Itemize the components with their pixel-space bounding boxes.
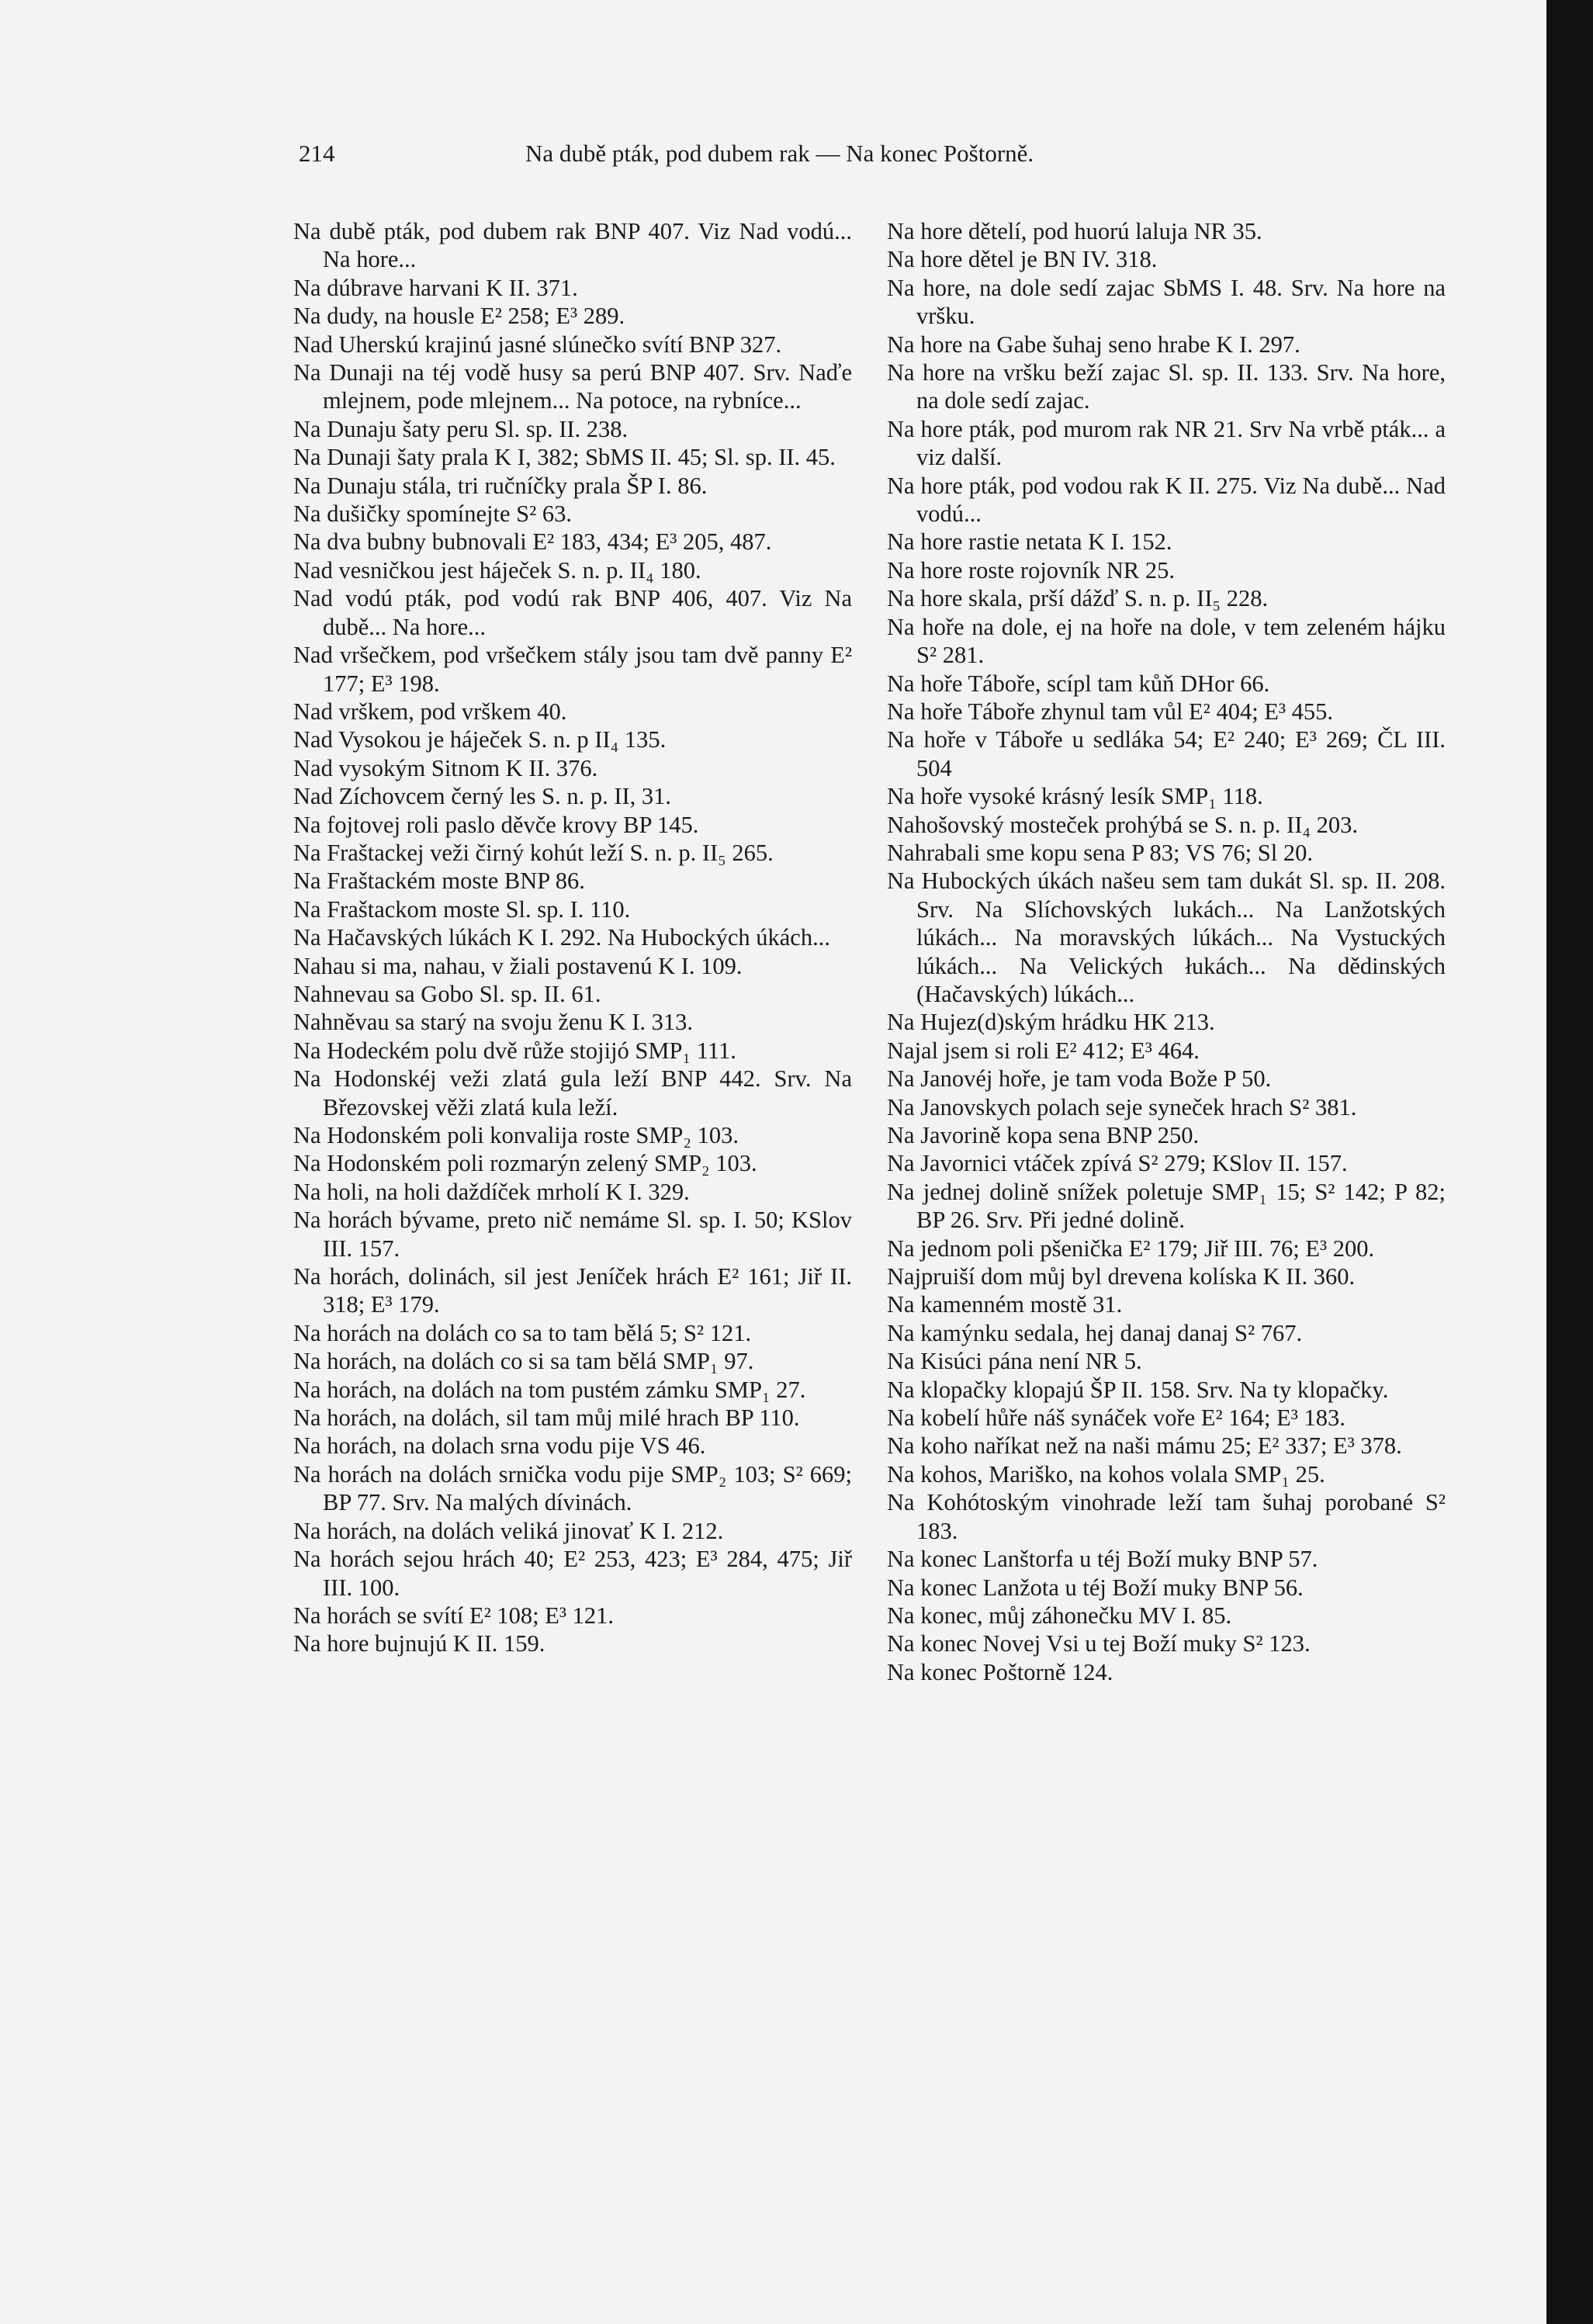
index-entry: Na hoře vysoké krásný lesík SMP₁ 118.: [887, 783, 1263, 810]
index-entry: Na kohos, Mariško, na kohos volala SMP₁ 25.: [887, 1460, 1325, 1488]
index-entry: Na konec Lanštorfa u téj Boží muky BNP 57.: [887, 1546, 1318, 1573]
index-entry: Na hore dětel je BN IV. 318.: [887, 246, 1158, 273]
index-entry: Na hore pták, pod vodou rak K II. 275. Viz Na dubě... Nad vodú...: [887, 472, 1446, 528]
index-entry: Na Hodonskéj veži zlatá gula leží BNP 442. Srv. Na Březovskej věži zlatá kula leží.: [293, 1065, 852, 1120]
index-entry: Najpruiší dom můj byl drevena kolíska K II. 360.: [887, 1263, 1356, 1290]
index-entry: Nad vesničkou jest háječek S. n. p. II₄ 180.: [293, 556, 701, 584]
index-entry: Nahrabali sme kopu sena P 83; VS 76; Sl 20.: [887, 839, 1313, 866]
index-entry: Nahošovský mosteček prohýbá se S. n. p. II₄ 203.: [887, 811, 1358, 838]
index-entry: Na Hačavských lúkách K I. 292. Na Hubockých úkách...: [293, 924, 830, 951]
index-entry: Na Dunaji šaty prala K I, 382; SbMS II. 45; Sl. sp. II. 45.: [293, 444, 836, 471]
index-entry: Nad vysokým Sitnom K II. 376.: [293, 754, 598, 781]
page-header: [299, 138, 1191, 169]
index-entry: Nahněvau sa starý na svoju ženu K I. 313.: [293, 1009, 693, 1036]
index-entry: Na dúbrave harvani K II. 371.: [293, 274, 578, 301]
index-entry: Na hore skala, prší dážď S. n. p. II₅ 228.: [887, 585, 1269, 612]
index-entry: Na hore rastie netata K I. 152.: [887, 528, 1172, 556]
index-entry: Na horách, dolinách, sil jest Jeníček hrách E² 161; Jiř II. 318; E³ 179.: [293, 1263, 852, 1318]
index-entry: Na jednej dolině snížek poletuje SMP₁ 15; S² 142; P 82; BP 26. Srv. Při jedné dolině.: [887, 1178, 1446, 1234]
index-entry: Na fojtovej roli paslo děvče krovy BP 145.: [293, 811, 699, 838]
index-entry: Na hore roste rojovník NR 25.: [887, 556, 1176, 584]
index-entry: Na Hodeckém polu dvě růže stojijó SMP₁ 111.: [293, 1037, 736, 1064]
running-title: Na dubě pták, pod dubem rak — Na konec Poštorně.: [525, 140, 1034, 167]
index-entry: Na hore dětelí, pod huorú laluja NR 35.: [887, 218, 1262, 244]
index-entry: Na kamýnku sedala, hej danaj danaj S² 767.: [887, 1319, 1303, 1346]
index-entry: Na klopačky klopajú ŠP II. 158. Srv. Na ty klopačky.: [887, 1376, 1389, 1403]
index-entry: Na kamenném mostě 31.: [887, 1291, 1123, 1318]
index-column-right: [887, 217, 1446, 1686]
page-number: 214: [299, 140, 335, 167]
index-entry: Na dubě pták, pod dubem rak BNP 407. Viz Nad vodú... Na hore...: [293, 218, 852, 273]
index-entry: Nad Uherskú krajinú jasné slúnečko svítí BNP 327.: [293, 331, 782, 358]
index-entry: Na horách se svítí E² 108; E³ 121.: [293, 1602, 615, 1629]
index-entry: Na Javorině kopa sena BNP 250.: [887, 1122, 1200, 1148]
index-entry: Nad Zíchovcem černý les S. n. p. II, 31.: [293, 783, 672, 810]
index-entry: Na hore na Gabe šuhaj seno hrabe K I. 297.: [887, 331, 1300, 358]
index-entry: Na hore pták, pod murom rak NR 21. Srv Na vrbě pták... a viz další.: [887, 415, 1446, 471]
index-entry: Na konec Novej Vsi u tej Boží muky S² 123.: [887, 1630, 1311, 1657]
index-entry: Nad vršečkem, pod vršečkem stály jsou tam dvě panny E² 177; E³ 198.: [293, 642, 852, 697]
index-entry: Na Hodonském poli konvalija roste SMP₂ 103.: [293, 1122, 739, 1148]
index-entry: Na horách, na dolach srna vodu pije VS 46.: [293, 1432, 706, 1460]
index-entry: Na Fraštackej veži čirný kohút leží S. n. p. II₅ 265.: [293, 839, 774, 866]
index-entry: Na hoře na dole, ej na hoře na dole, v tem zeleném hájku S² 281.: [887, 613, 1446, 669]
index-entry: Na horách, na dolách na tom pustém zámku SMP₁ 27.: [293, 1376, 806, 1403]
index-entry: Na Javornici vtáček zpívá S² 279; KSlov II. 157.: [887, 1150, 1348, 1177]
index-entry: Na hore, na dole sedí zajac SbMS I. 48. Srv. Na hore na vršku.: [887, 274, 1446, 330]
index-entry: Na hoře Táboře zhynul tam vůl E² 404; E³ 455.: [887, 698, 1334, 725]
index-entry: Na dudy, na housle E² 258; E³ 289.: [293, 303, 625, 330]
index-entry: Nad vrškem, pod vrškem 40.: [293, 698, 567, 725]
index-entry: Na Kisúci pána není NR 5.: [887, 1348, 1142, 1375]
index-entry: Na horách, na dolách, sil tam můj milé hrach BP 110.: [293, 1404, 800, 1432]
index-entry: Na hoře Táboře, scípl tam kůň DHor 66.: [887, 670, 1270, 697]
index-entry: Najal jsem si roli E² 412; E³ 464.: [887, 1037, 1200, 1064]
index-entry: Na Dunaji na téj vodě husy sa perú BNP 407. Srv. Naďe mlejnem, pode mlejnem... Na potoce, na rybníce...: [293, 359, 852, 414]
index-entry: Na kobelí hůře náš synáček voře E² 164; E³ 183.: [887, 1404, 1345, 1432]
index-entry: Na hore na vršku beží zajac Sl. sp. II. 133. Srv. Na hore, na dole sedí zajac.: [887, 359, 1446, 414]
index-entry: Na horách bývame, preto nič nemáme Sl. sp. I. 50; KSlov III. 157.: [293, 1207, 852, 1262]
index-entry: Na hoře v Táboře u sedláka 54; E² 240; E³ 269; ČL III. 504: [887, 726, 1446, 781]
index-entry: Na horách, na dolách veliká jinovať K I. 212.: [293, 1517, 724, 1544]
scan-dark-edge: [1546, 0, 1593, 2324]
index-entry: Nad vodú pták, pod vodú rak BNP 406, 407. Viz Na dubě... Na hore...: [293, 585, 852, 640]
index-entry: Na Hubockých úkách našeu sem tam dukát Sl. sp. II. 208. Srv. Na Slíchovských lukách... Na Lanžotských lúkách... Na moravských lúkách... Na Vystuckých lúkách... Na Velických łukách... Na dědinských (Hačavských) lúkách...: [887, 868, 1446, 1007]
index-entry: Na horách sejou hrách 40; E² 253, 423; E³ 284, 475; Jiř III. 100.: [293, 1546, 852, 1601]
index-entry: Na jednom poli pšenička E² 179; Jiř III. 76; E³ 200.: [887, 1235, 1375, 1262]
index-entry: Nahnevau sa Gobo Sl. sp. II. 61.: [293, 980, 601, 1007]
index-entry: Na horách na dolách co sa to tam bělá 5; S² 121.: [293, 1319, 752, 1346]
index-entry: Na horách, na dolách co si sa tam bělá SMP₁ 97.: [293, 1348, 754, 1375]
index-entry: Nad Vysokou je háječek S. n. p II₄ 135.: [293, 726, 667, 753]
index-entry: Na Janovéj hoře, je tam voda Bože P 50.: [887, 1065, 1272, 1093]
index-entry: Na Fraštackom moste Sl. sp. I. 110.: [293, 895, 631, 923]
index-entry: Na Dunaju šaty peru Sl. sp. II. 238.: [293, 415, 629, 442]
index-entry: Na Kohótoským vinohrade leží tam šuhaj porobané S² 183.: [887, 1489, 1446, 1544]
index-entry: Na koho naříkat než na naši mámu 25; E² 337; E³ 378.: [887, 1432, 1402, 1460]
index-entry: Na konec, můj záhonečku MV I. 85.: [887, 1602, 1232, 1629]
index-entry: Na konec Poštorně 124.: [887, 1658, 1113, 1685]
index-entry: Na dušičky spomínejte S² 63.: [293, 500, 573, 528]
index-entry: Na konec Lanžota u téj Boží muky BNP 56.: [887, 1574, 1304, 1601]
index-entry: Na Janovskych polach seje syneček hrach S² 381.: [887, 1093, 1357, 1120]
index-entry: Na Dunaju stála, tri ručníčky prala ŠP I. 86.: [293, 472, 708, 499]
index-entry: Na hore bujnujú K II. 159.: [293, 1630, 545, 1657]
index-entry: Na Hujez(d)ským hrádku HK 213.: [887, 1009, 1215, 1036]
index-entry: Na horách na dolách srnička vodu pije SMP₂ 103; S² 669; BP 77. Srv. Na malých dívinách.: [293, 1460, 852, 1516]
index-entry: Nahau si ma, nahau, v žiali postavenú K I. 109.: [293, 952, 743, 979]
index-column-left: [293, 217, 852, 1658]
index-entry: Na Hodonském poli rozmarýn zelený SMP₂ 103.: [293, 1150, 757, 1177]
index-entry: Na holi, na holi daždíček mrholí K I. 329.: [293, 1178, 690, 1205]
index-entry: Na dva bubny bubnovali E² 183, 434; E³ 205, 487.: [293, 528, 772, 556]
index-entry: Na Fraštackém moste BNP 86.: [293, 868, 585, 895]
